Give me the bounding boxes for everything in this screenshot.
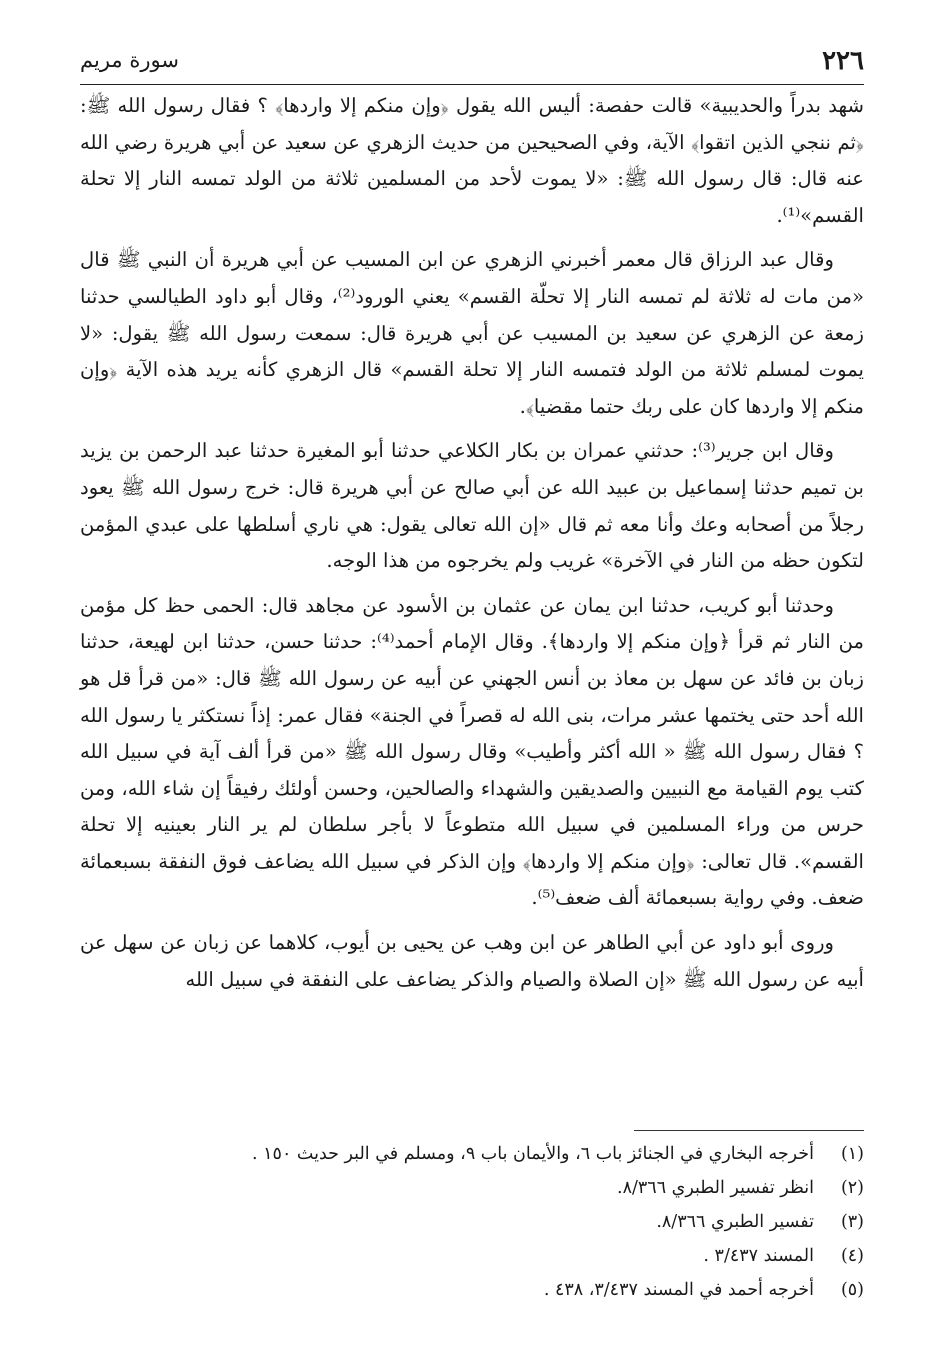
paragraph: شهد بدراً والحديبية» قالت حفصة: أليس الله يقول ﴿وإن منكم إلا واردها﴾ ؟ فقال رسول الله ﷺ: ﴿ثم ننجي الذين اتقوا﴾ الآية، وفي الصحيحين من حديث الزهري عن سعيد عن أبي هريرة رضي الله عنه قال: قال رسول الله ﷺ: «لا يموت لأحد من المسلمين ثلاثة من الولد تمسه النار إلا تحلة القسم»⁽¹⁾.	[80, 94, 864, 227]
footnote-text: المسند ٣/٤٣٧ .	[703, 1246, 814, 1266]
footnote-number: (٣)	[840, 1212, 864, 1232]
footnote-number: (١)	[840, 1144, 864, 1164]
page-header	[80, 44, 864, 85]
paragraph: وروى أبو داود عن أبي الطاهر عن ابن وهب عن يحيى بن أيوب، كلاهما عن زبان عن سهل عن أبيه عن رسول الله ﷺ «إن الصلاة والصيام والذكر يضاعف على النفقة في سبيل الله	[80, 931, 864, 991]
footnote-text: انظر تفسير الطبري ٨/٣٦٦.	[617, 1178, 814, 1198]
footnote	[80, 1273, 864, 1307]
footnote-number: (٥)	[840, 1280, 864, 1300]
main-text	[80, 88, 864, 998]
footnote	[80, 1137, 864, 1171]
footnote-text: أخرجه البخاري في الجنائز باب ٦، والأيمان باب ٩، ومسلم في البر حديث ١٥٠ .	[252, 1144, 814, 1164]
paragraph: وقال عبد الرزاق قال معمر أخبرني الزهري عن ابن المسيب عن أبي هريرة أن النبي ﷺ قال «من مات له ثلاثة لم تمسه النار إلا تحلّة القسم» يعني الورود⁽²⁾، وقال أبو داود الطيالسي حدثنا زمعة عن الزهري عن سعيد بن المسيب عن أبي هريرة قال: سمعت رسول الله ﷺ يقول: «لا يموت لمسلم ثلاثة من الولد فتمسه النار إلا تحلة القسم» قال الزهري كأنه يريد هذه الآية ﴿وإن منكم إلا واردها كان على ربك حتما مقضيا﴾.	[80, 248, 865, 418]
footnote-divider	[634, 1130, 864, 1131]
footnote	[80, 1239, 864, 1273]
footnote-text: تفسير الطبري ٨/٣٦٦.	[656, 1212, 814, 1232]
footnotes	[80, 1137, 864, 1307]
paragraph: وحدثنا أبو كريب، حدثنا ابن يمان عن عثمان بن الأسود عن مجاهد قال: الحمى حظ كل مؤمن من النار ثم قرأ ﴿وإن منكم إلا واردها﴾. وقال الإمام أحمد⁽⁴⁾: حدثنا حسن، حدثنا ابن لهيعة، حدثنا زبان بن فائد عن سهل بن معاذ بن أنس الجهني عن أبيه عن رسول الله ﷺ قال: «من قرأ قل هو الله أحد حتى يختمها عشر مرات، بنى الله له قصراً في الجنة» فقال عمر: إذاً نستكثر يا رسول الله ؟ فقال رسول الله ﷺ « الله أكثر وأطيب» وقال رسول الله ﷺ «من قرأ ألف آية في سبيل الله كتب يوم القيامة مع النبيين والصديقين والشهداء والصالحين، وحسن أولئك رفيقاً إن شاء الله، ومن حرس من وراء المسلمين في سبيل الله متطوعاً لا بأجر سلطان لم ير النار بعينيه إلا تحلة القسم». قال تعالى: ﴿وإن منكم إلا واردها﴾ وإن الذكر في سبيل الله يضاعف فوق النفقة بسبعمائة ضعف. وفي رواية بسبعمائة ألف ضعف⁽⁵⁾.	[80, 593, 864, 910]
footnote-text: أخرجه أحمد في المسند ٣/٤٣٧، ٤٣٨ .	[543, 1280, 814, 1300]
paragraph: وقال ابن جرير⁽³⁾: حدثني عمران بن بكار الكلاعي حدثنا أبو المغيرة حدثنا عبد الرحمن بن يزيد بن تميم حدثنا إسماعيل بن عبيد الله عن أبي صالح عن أبي هريرة قال: خرج رسول الله ﷺ يعود رجلاً من أصحابه وعك وأنا معه ثم قال «إن الله تعالى يقول: هي ناري أسلطها على عبدي المؤمن لتكون حظه من النار في الآخرة» غريب ولم يخرجوه من هذا الوجه.	[80, 439, 864, 573]
footnote-number: (٢)	[840, 1178, 864, 1198]
running-title: سورة مريم	[80, 48, 179, 72]
page-number: ٢٢٦	[822, 46, 864, 76]
footnote	[80, 1205, 864, 1239]
footnote-number: (٤)	[840, 1246, 864, 1266]
footnote	[80, 1171, 864, 1205]
